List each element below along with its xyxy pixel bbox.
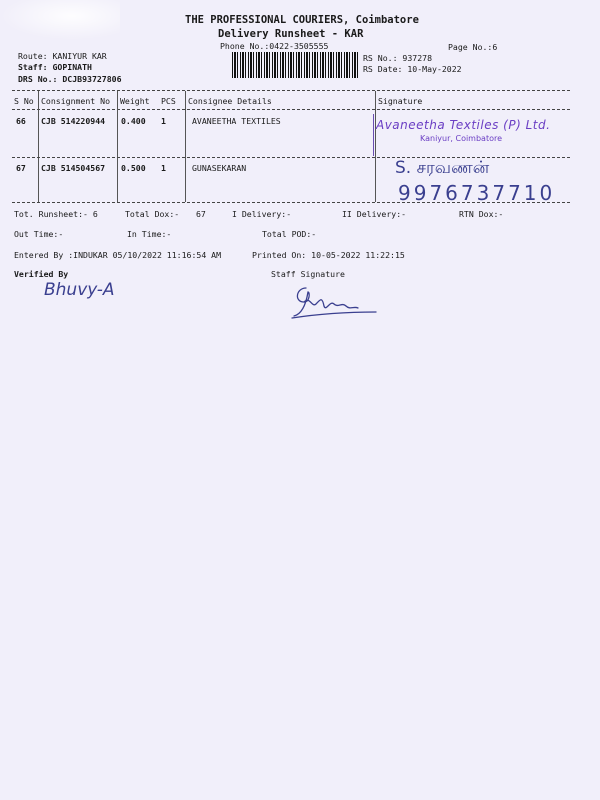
col-header-sno: S No <box>14 96 34 106</box>
company-title: THE PROFESSIONAL COURIERS, Coimbatore <box>185 14 419 26</box>
row-pcs: 1 <box>161 163 166 173</box>
row-sno: 66 <box>16 116 26 126</box>
recipient-signature: S. சரவணன் <box>395 158 490 178</box>
stamp-address: Kaniyur, Coimbatore <box>420 134 503 143</box>
verifier-signature: Bhuvy-A <box>44 280 115 300</box>
col-header-signature: Signature <box>378 96 423 106</box>
total-runsheet: Tot. Runsheet:- 6 <box>14 209 98 219</box>
col-divider <box>185 91 186 202</box>
route-label: Route: KANIYUR KAR <box>18 51 107 61</box>
row-pcs: 1 <box>161 116 166 126</box>
row-consignee: AVANEETHA TEXTILES <box>192 116 281 126</box>
col-header-consignment: Consignment No <box>41 96 111 106</box>
staff-label: Staff: GOPINATH <box>18 62 92 72</box>
header-bottom-rule <box>12 109 570 110</box>
recipient-phone: 9976737710 <box>398 181 556 205</box>
col-divider <box>117 91 118 202</box>
row-consignment: CJB 514220944 <box>41 116 106 126</box>
total-dox-label: Total Dox:- <box>125 209 180 219</box>
drs-number: DRS No.: DCJB93727806 <box>18 74 122 84</box>
rs-date: RS Date: 10-May-2022 <box>363 64 462 74</box>
table-top-rule <box>12 90 570 91</box>
staff-signature-scrawl <box>288 282 380 322</box>
row-consignment: CJB 514504567 <box>41 163 106 173</box>
total-pod: Total POD:- <box>262 229 317 239</box>
barcode <box>232 52 358 78</box>
runsheet-subtitle: Delivery Runsheet - KAR <box>218 28 364 40</box>
page-number: Page No.:6 <box>448 42 498 52</box>
col-header-weight: Weight <box>120 96 150 106</box>
row-sno: 67 <box>16 163 26 173</box>
in-time: In Time:- <box>127 229 172 239</box>
row-consignee: GUNASEKARAN <box>192 163 247 173</box>
table-bottom-rule <box>12 202 570 203</box>
col-divider <box>38 91 39 202</box>
ii-delivery: II Delivery:- <box>342 209 407 219</box>
col-header-pcs: PCS <box>161 96 176 106</box>
i-delivery: I Delivery:- <box>232 209 292 219</box>
phone-number: Phone No.:0422-3505555 <box>220 41 329 51</box>
row-weight: 0.400 <box>121 116 146 126</box>
company-stamp <box>373 114 570 156</box>
verified-by-label: Verified By <box>14 269 69 279</box>
paper-scuff <box>0 0 120 40</box>
row-weight: 0.500 <box>121 163 146 173</box>
rs-number: RS No.: 937278 <box>363 53 433 63</box>
out-time: Out Time:- <box>14 229 64 239</box>
staff-signature-label: Staff Signature <box>271 269 345 279</box>
stamp-text: Avaneetha Textiles (P) Ltd. <box>376 118 551 132</box>
rtn-dox: RTN Dox:- <box>459 209 504 219</box>
entered-by: Entered By :INDUKAR 05/10/2022 11:16:54 AM <box>14 250 222 260</box>
total-dox-value: 67 <box>196 209 206 219</box>
printed-on: Printed On: 10-05-2022 11:22:15 <box>252 250 405 260</box>
col-header-consignee: Consignee Details <box>188 96 272 106</box>
